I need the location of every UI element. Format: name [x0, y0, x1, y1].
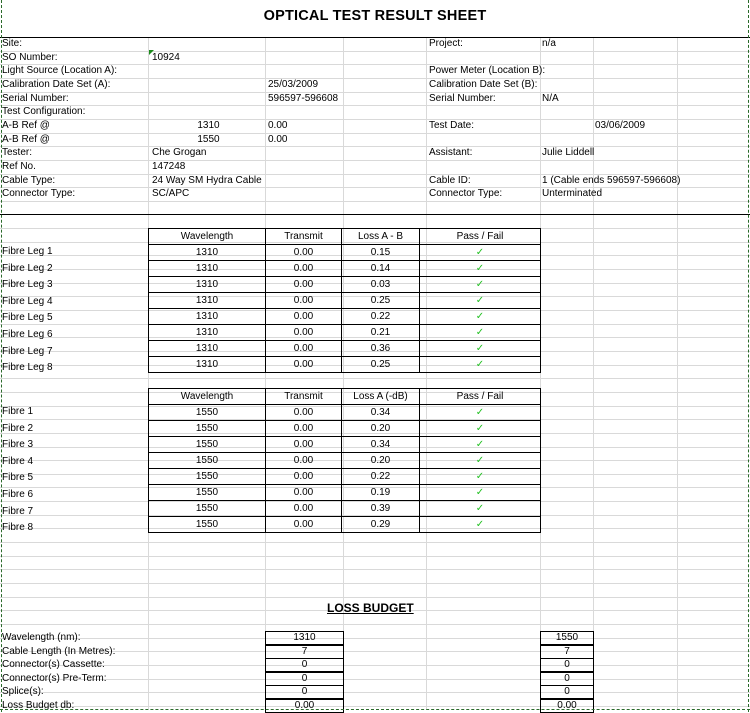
table-cell: 0.00	[266, 245, 342, 261]
table-row	[149, 325, 541, 341]
pass-check-icon: ✓	[420, 453, 541, 469]
grid-row-line	[0, 378, 750, 379]
header-top-border	[0, 37, 750, 38]
header-value-2: 596597-596608	[268, 93, 339, 104]
table-cell: 1310	[149, 245, 266, 261]
fibre-leg-results-table	[148, 228, 541, 373]
table-row	[149, 453, 541, 469]
fibre-row-label: Fibre 6	[2, 489, 34, 500]
header-right-label: Test Date:	[429, 120, 475, 131]
column-header-loss: Loss A (-dB)	[342, 389, 420, 405]
header-value: 1550	[197, 134, 220, 145]
table-cell: 0.00	[266, 309, 342, 325]
header-right-label: Power Meter (Location B):	[429, 65, 546, 76]
table-cell: 0.20	[342, 421, 420, 437]
pass-check-icon: ✓	[420, 325, 541, 341]
header-right-value: n/a	[542, 38, 556, 49]
grid-row-line	[0, 624, 750, 625]
header-value-2: 25/03/2009	[268, 79, 319, 90]
budget-value-1550: 0	[540, 672, 594, 686]
pass-check-icon: ✓	[420, 309, 541, 325]
loss-budget-title: LOSS BUDGET	[327, 601, 414, 615]
table-cell: 0.19	[342, 485, 420, 501]
budget-value-1550: 0	[540, 685, 594, 699]
table-row	[149, 261, 541, 277]
table-row	[149, 501, 541, 517]
fibre-row-label: Fibre Leg 7	[2, 345, 53, 357]
fibre-row-label: Fibre 3	[2, 439, 34, 451]
pass-check-icon: ✓	[420, 405, 541, 421]
header-right-value: N/A	[542, 93, 559, 104]
grid-row-line	[0, 105, 750, 106]
budget-value-1310: 0	[265, 658, 344, 672]
grid-row-line	[0, 542, 750, 543]
table-cell: 0.00	[266, 469, 342, 485]
table-cell: 0.29	[342, 517, 420, 533]
budget-value-1310: 0	[265, 685, 344, 699]
grid-column-line	[593, 37, 594, 709]
header-label: Light Source (Location A):	[2, 65, 118, 76]
table-cell: 0.34	[342, 437, 420, 453]
fibre-row-label: Fibre 8	[2, 522, 34, 534]
header-label: Cable Type:	[2, 175, 56, 186]
header-right-value: 03/06/2009	[595, 120, 646, 131]
budget-value-1310: 0.00	[265, 699, 344, 713]
header-bottom-border	[0, 214, 750, 215]
header-label: A-B Ref @	[2, 120, 50, 131]
table-cell: 0.36	[342, 341, 420, 357]
table-cell: 0.00	[266, 341, 342, 357]
header-label: Serial Number:	[2, 93, 69, 104]
table-row	[149, 341, 541, 357]
fibre-row-label: Fibre Leg 8	[2, 362, 53, 374]
table-row	[149, 469, 541, 485]
pass-check-icon: ✓	[420, 293, 541, 309]
grid-row-line	[0, 187, 750, 188]
header-label: Tester:	[2, 147, 33, 158]
grid-column-line	[148, 37, 149, 709]
table-cell: 1310	[149, 293, 266, 309]
table-row	[149, 309, 541, 325]
fibre-row-label: Fibre 7	[2, 505, 34, 517]
header-value: 10924	[152, 52, 180, 63]
budget-value-1550: 0.00	[540, 699, 594, 713]
grid-row-line	[0, 92, 750, 93]
column-header-transmit: Transmit	[266, 229, 342, 245]
table-cell: 1310	[149, 277, 266, 293]
header-label: Test Configuration:	[2, 106, 86, 117]
header-label: Connector Type:	[2, 188, 76, 199]
header-label: Site:	[2, 38, 23, 49]
table-cell: 1550	[149, 469, 266, 485]
grid-row-line	[0, 638, 750, 639]
table-cell: 0.00	[266, 357, 342, 373]
sheet-title: OPTICAL TEST RESULT SHEET	[263, 8, 487, 24]
page-break-bottom	[0, 709, 750, 710]
fibre-row-label: Fibre Leg 4	[2, 295, 53, 307]
fibre-row-label: Fibre Leg 3	[2, 279, 53, 291]
column-header-pass-fail: Pass / Fail	[420, 389, 541, 405]
header-right-label: Cable ID:	[429, 175, 471, 186]
table-cell: 1310	[149, 309, 266, 325]
pass-check-icon: ✓	[420, 517, 541, 533]
header-value: Che Grogan	[152, 147, 207, 158]
table-cell: 0.25	[342, 293, 420, 309]
grid-column-line	[540, 37, 541, 709]
table-cell: 1550	[149, 485, 266, 501]
grid-row-line	[0, 556, 750, 557]
budget-value-1550: 7	[540, 645, 594, 659]
grid-row-line	[0, 160, 750, 161]
table-cell: 0.00	[266, 325, 342, 341]
table-row	[149, 293, 541, 309]
header-value: 24 Way SM Hydra Cable	[152, 175, 262, 186]
column-header-wavelength: Wavelength	[149, 389, 266, 405]
budget-value-1310: 1310	[265, 631, 344, 645]
fibre-row-label: Fibre 2	[2, 422, 34, 434]
table-cell: 1550	[149, 421, 266, 437]
pass-check-icon: ✓	[420, 421, 541, 437]
table-row	[149, 517, 541, 533]
budget-label: Loss Budget db:	[2, 700, 75, 711]
grid-row-line	[0, 569, 750, 570]
table-cell: 1550	[149, 453, 266, 469]
table-row	[149, 245, 541, 261]
pass-check-icon: ✓	[420, 437, 541, 453]
grid-column-line	[677, 37, 678, 709]
grid-column-line	[265, 37, 266, 709]
header-right-label: Assistant:	[429, 147, 473, 158]
budget-value-1550: 1550	[540, 631, 594, 645]
header-label: A-B Ref @	[2, 134, 50, 145]
budget-label: Connector(s) Pre-Term:	[2, 673, 107, 684]
page-break-left	[1, 0, 2, 712]
table-cell: 0.22	[342, 469, 420, 485]
table-cell: 1550	[149, 501, 266, 517]
budget-value-1310: 0	[265, 672, 344, 686]
column-header-pass-fail: Pass / Fail	[420, 229, 541, 245]
header-right-label: Project:	[429, 38, 463, 49]
header-right-value: 1 (Cable ends 596597-596608)	[542, 175, 681, 186]
pass-check-icon: ✓	[420, 357, 541, 373]
table-cell: 1550	[149, 437, 266, 453]
table-cell: 1550	[149, 517, 266, 533]
table-cell: 0.25	[342, 357, 420, 373]
table-cell: 0.39	[342, 501, 420, 517]
column-header-wavelength: Wavelength	[149, 229, 266, 245]
grid-row-line	[0, 692, 750, 693]
column-header-transmit: Transmit	[266, 389, 342, 405]
fibre-row-label: Fibre 5	[2, 472, 34, 484]
grid-row-line	[0, 706, 750, 707]
table-row	[149, 405, 541, 421]
grid-row-line	[0, 597, 750, 598]
table-row	[149, 277, 541, 293]
pass-check-icon: ✓	[420, 469, 541, 485]
budget-label: Splice(s):	[2, 686, 44, 697]
table-cell: 1550	[149, 405, 266, 421]
pass-check-icon: ✓	[420, 341, 541, 357]
fibre-results-table	[148, 388, 541, 533]
header-value: SC/APC	[152, 188, 190, 199]
grid-row-line	[0, 665, 750, 666]
header-right-value: Julie Liddell	[542, 147, 595, 158]
grid-column-line	[426, 37, 427, 709]
pass-check-icon: ✓	[420, 277, 541, 293]
table-cell: 0.00	[266, 261, 342, 277]
grid-row-line	[0, 679, 750, 680]
header-value: 1310	[197, 120, 220, 131]
grid-row-line	[0, 51, 750, 52]
fibre-row-label: Fibre 1	[2, 406, 34, 417]
header-value: 147248	[152, 161, 186, 172]
budget-label: Connector(s) Cassette:	[2, 659, 105, 670]
fibre-row-label: Fibre Leg 5	[2, 312, 53, 324]
table-cell: 0.34	[342, 405, 420, 421]
header-right-label: Serial Number:	[429, 93, 496, 104]
table-cell: 0.00	[266, 517, 342, 533]
budget-label: Cable Length (In Metres):	[2, 646, 116, 657]
cell-comment-indicator	[149, 50, 154, 55]
table-cell: 0.00	[266, 453, 342, 469]
header-value-2: 0.00	[268, 134, 288, 145]
budget-value-1550: 0	[540, 658, 594, 672]
header-label: Calibration Date Set (A):	[2, 79, 111, 90]
table-cell: 0.20	[342, 453, 420, 469]
table-cell: 0.00	[266, 421, 342, 437]
table-cell: 0.00	[266, 405, 342, 421]
budget-value-1310: 7	[265, 645, 344, 659]
header-label: SO Number:	[2, 52, 58, 63]
table-cell: 0.22	[342, 309, 420, 325]
header-right-label: Calibration Date Set (B):	[429, 79, 538, 90]
table-cell: 0.00	[266, 485, 342, 501]
table-cell: 0.00	[266, 501, 342, 517]
fibre-row-label: Fibre Leg 2	[2, 262, 53, 274]
table-cell: 0.21	[342, 325, 420, 341]
header-value-2: 0.00	[268, 120, 288, 131]
page-break-right	[748, 0, 749, 712]
table-cell: 1310	[149, 261, 266, 277]
grid-row-line	[0, 583, 750, 584]
pass-check-icon: ✓	[420, 501, 541, 517]
table-row	[149, 421, 541, 437]
table-cell: 0.03	[342, 277, 420, 293]
table-row	[149, 357, 541, 373]
pass-check-icon: ✓	[420, 485, 541, 501]
header-label: Ref No.	[2, 161, 36, 172]
grid-row-line	[0, 201, 750, 202]
table-row	[149, 485, 541, 501]
table-cell: 1310	[149, 341, 266, 357]
grid-row-line	[0, 146, 750, 147]
pass-check-icon: ✓	[420, 261, 541, 277]
budget-label: Wavelength (nm):	[2, 632, 81, 643]
pass-check-icon: ✓	[420, 245, 541, 261]
column-header-loss: Loss A - B	[342, 229, 420, 245]
table-cell: 1310	[149, 325, 266, 341]
table-cell: 0.00	[266, 277, 342, 293]
table-cell: 1310	[149, 357, 266, 373]
table-row	[149, 437, 541, 453]
header-right-label: Connector Type:	[429, 188, 503, 199]
table-cell: 0.14	[342, 261, 420, 277]
fibre-row-label: Fibre 4	[2, 455, 34, 467]
header-right-value: Unterminated	[542, 188, 603, 199]
fibre-row-label: Fibre Leg 1	[2, 246, 53, 257]
table-cell: 0.00	[266, 437, 342, 453]
table-cell: 0.00	[266, 293, 342, 309]
grid-row-line	[0, 78, 750, 79]
fibre-row-label: Fibre Leg 6	[2, 329, 53, 340]
table-cell: 0.15	[342, 245, 420, 261]
grid-row-line	[0, 133, 750, 134]
